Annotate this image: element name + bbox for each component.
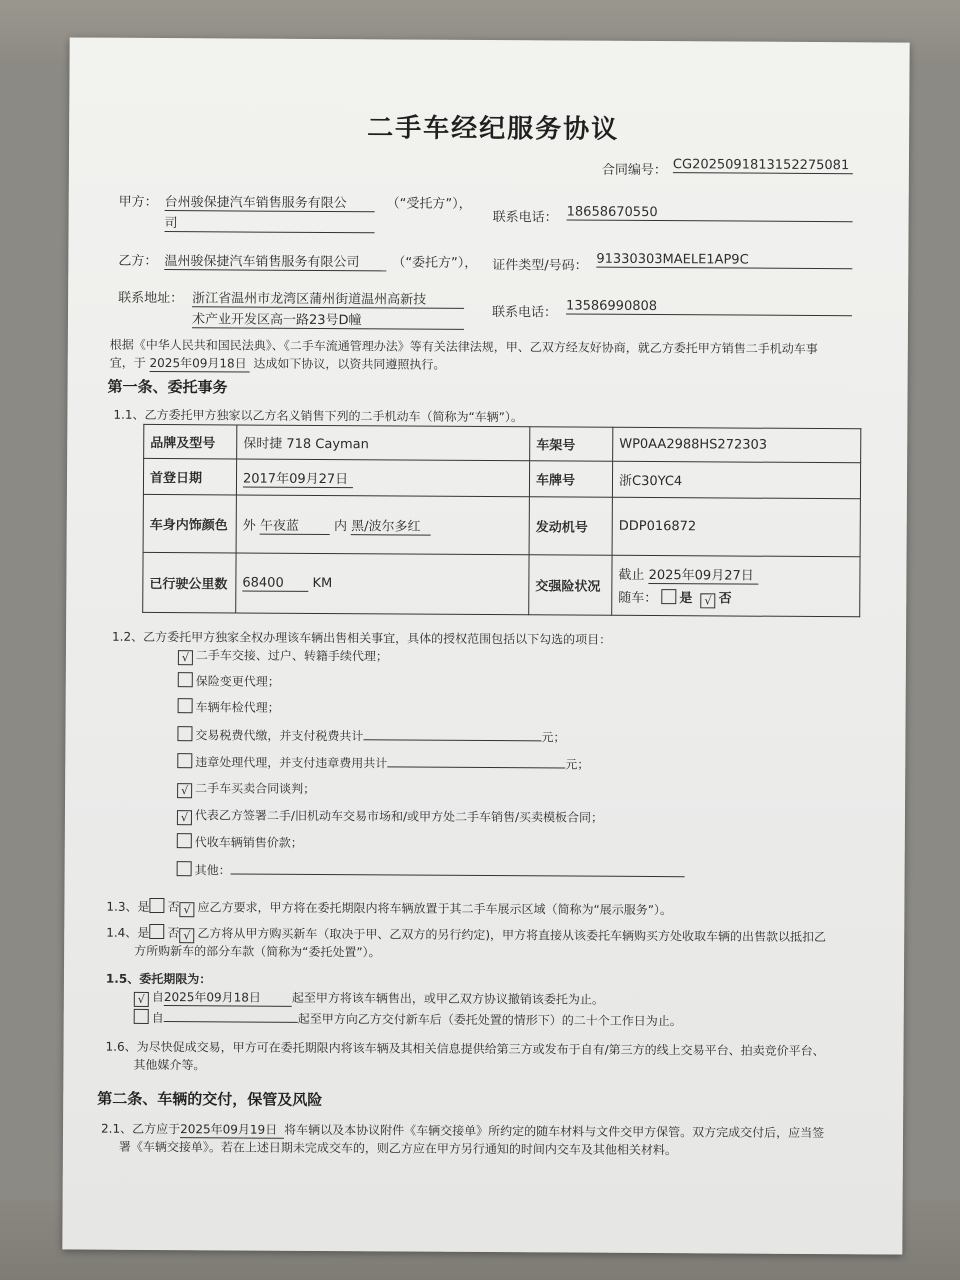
brand-value: 保时捷 718 Cayman xyxy=(237,425,530,461)
auth-item-7 xyxy=(177,806,603,828)
party-b-phone-label: 联系电话： xyxy=(491,305,558,321)
auth-checkbox-5[interactable] xyxy=(177,753,192,768)
party-b-id: 91330303MAELE1AP9C xyxy=(596,252,852,270)
party-b-label: 乙方： xyxy=(118,253,158,269)
contract-number-label: 合同编号： xyxy=(601,162,667,179)
party-a-role: （“受托方”）， xyxy=(386,196,472,212)
term-option-1 xyxy=(134,988,604,1010)
vin-label: 车架号 xyxy=(530,427,613,462)
auth-text-9: 其他： xyxy=(194,863,231,878)
ext-color: 午夜蓝 xyxy=(260,514,330,534)
clause-2-1-text: 将车辆以及本协议附件《车辆交接单》所约定的随车材料与文件交甲方保管。双方完成交付后，应当签 xyxy=(284,1122,825,1141)
section-2-title: 第二条、车辆的交付，保管及风险 xyxy=(97,1089,323,1110)
clause-1-3-num: 1.3、 xyxy=(106,899,138,914)
auth-text-1: 二手车交接、过户、转籍手续代理； xyxy=(195,648,388,664)
clause-1-4-line1: 乙方将从甲方购买新车（取决于甲、乙双方的另行约定)，甲方将直接从该委托车辆购买方处收取车辆的出售款以抵扣乙 xyxy=(197,926,827,945)
auth-checkbox-4[interactable] xyxy=(177,726,192,741)
term-option-2-prefix: 自 xyxy=(151,1010,164,1026)
party-a-phone-label: 联系电话： xyxy=(492,210,558,226)
clause-1-3-no-checkbox[interactable]: √ xyxy=(179,902,194,917)
party-a-phone: 18658670550 xyxy=(567,204,853,222)
brand-label: 品牌及型号 xyxy=(144,424,237,459)
clause-2-1-date: 2025年09月19日 xyxy=(180,1120,284,1139)
auth-checkbox-7[interactable]: √ xyxy=(177,810,192,825)
intro-line2 xyxy=(110,354,446,374)
intro-prefix: 宜，于 xyxy=(109,355,146,370)
clause-1-1: 1.1、乙方委托甲方独家以乙方名义销售下列的二手机动车（简称为“车辆”）。 xyxy=(113,407,523,425)
auth-item-8 xyxy=(177,833,303,851)
auth-text-8: 代收车辆销售价款； xyxy=(194,835,303,850)
clause-1-4-yes: 是 xyxy=(137,925,150,940)
term-option-2-text: 起至甲方向乙方交付新车后（委托处置的情形下）的二十个工作日为止。 xyxy=(297,1011,682,1029)
engine-label: 发动机号 xyxy=(529,497,612,556)
section-1-title: 第一条、委托事务 xyxy=(107,377,228,397)
insurance-follow: 随车： xyxy=(618,590,658,606)
term-option-1-date: 2025年09月18日 xyxy=(164,988,292,1007)
clause-1-6-line2: 其他媒介等。 xyxy=(133,1057,206,1073)
party-a-name-line2: 司 xyxy=(165,212,375,233)
insurance-prefix: 截止 xyxy=(618,567,645,583)
auth-text-5: 违章处理代理，并支付违章费用共计 xyxy=(195,755,388,771)
intro-line1: 根据《中华人民共和国民法典》、《二手车流通管理办法》等有关法律法规，甲、乙双方经友好协商，就乙方委托甲方销售二手机动车事 xyxy=(109,337,818,357)
party-b-role: （“委托方”）， xyxy=(392,255,478,271)
auth-suffix-5: 元； xyxy=(565,757,590,772)
auth-checkbox-6[interactable]: √ xyxy=(177,783,192,798)
clause-1-5-title: 1.5、委托期限为： xyxy=(105,971,212,987)
insurance-yes-label: 是 xyxy=(679,590,693,606)
party-b-phone: 13586990808 xyxy=(566,298,852,316)
mileage-value: 68400 xyxy=(242,575,308,591)
violation-amount-blank[interactable] xyxy=(387,753,565,768)
auth-text-2: 保险变更代理； xyxy=(195,674,280,689)
auth-item-5 xyxy=(177,752,589,773)
intro-suffix: 达成如下协议，以资共同遵照执行。 xyxy=(253,356,446,372)
auth-item-2 xyxy=(178,672,280,690)
vin-value: WP0AA2988HS272303 xyxy=(613,427,861,463)
auth-item-9 xyxy=(177,860,685,881)
clause-1-3-no: 否 xyxy=(167,900,180,915)
clause-1-6-line1: 1.6、为尽快促成交易，甲方可在委托期限内将该车辆及其相关信息提供给第三方或发布于自有/第三方的线上交易平台、拍卖竞价平台、 xyxy=(105,1039,825,1059)
contract-page xyxy=(62,37,909,1254)
auth-checkbox-2[interactable] xyxy=(178,672,193,687)
ext-prefix: 外 xyxy=(242,518,256,534)
auth-text-7: 代表乙方签署二手/旧机动车交易市场和/或甲方处二手车销售/买卖模板合同； xyxy=(194,808,604,825)
clause-1-3-yes: 是 xyxy=(137,899,150,914)
term-option-1-checkbox[interactable]: √ xyxy=(134,992,149,1007)
auth-checkbox-8[interactable] xyxy=(177,833,192,848)
party-a-name-line1: 台州骏保捷汽车销售服务有限公 xyxy=(165,191,375,212)
auth-suffix-4: 元； xyxy=(541,730,566,745)
term-option-2 xyxy=(134,1008,682,1029)
mileage-unit: KM xyxy=(312,575,333,591)
intro-date: 2025年09月18日 xyxy=(150,354,250,373)
auth-text-3: 车辆年检代理； xyxy=(195,700,280,715)
party-b-name: 温州骏保捷汽车销售服务有限公司 xyxy=(164,250,386,271)
plate-label: 车牌号 xyxy=(529,461,612,498)
auth-checkbox-9[interactable] xyxy=(177,861,192,876)
clause-1-4-num: 1.4、 xyxy=(106,925,138,940)
color-label: 车身内饰颜色 xyxy=(143,494,236,553)
int-prefix: 内 xyxy=(333,518,348,534)
auth-item-1 xyxy=(178,646,388,666)
auth-text-6: 二手车买卖合同谈判； xyxy=(195,781,316,796)
mileage-label: 已行驶公里数 xyxy=(143,552,236,613)
term-option-2-checkbox[interactable] xyxy=(134,1009,149,1024)
auth-item-6 xyxy=(177,779,315,799)
clause-1-3-yes-checkbox[interactable] xyxy=(149,898,164,913)
auth-item-3 xyxy=(178,698,280,716)
clause-1-4-yes-checkbox[interactable] xyxy=(149,924,164,939)
auth-text-4: 交易税费代缴，并支付税费共计 xyxy=(195,728,364,744)
insurance-label: 交强险状况 xyxy=(529,555,612,616)
party-b-address-line1: 浙江省温州市龙湾区蒲州街道温州高新技 xyxy=(192,287,464,309)
plate-value: 浙C30YC4 xyxy=(612,461,860,499)
clause-1-3-text: 应乙方要求，甲方将在委托期限内将车辆放置于其二手车展示区域（简称为“展示服务”）。 xyxy=(197,900,672,918)
tax-amount-blank[interactable] xyxy=(363,726,541,741)
clause-2-1-line2: 署《车辆交接单》。若在上述日期未完成交车的，则乙方应在甲方另行通知的时间内交车及其他相关材料。 xyxy=(118,1139,677,1158)
clause-1-4-no-checkbox[interactable]: √ xyxy=(179,928,194,943)
reg-value: 2017年09月27日 xyxy=(243,467,353,488)
insurance-no-checkbox[interactable]: √ xyxy=(701,593,716,608)
clause-1-4-no: 否 xyxy=(167,926,180,941)
clause-1-2: 1.2、乙方委托甲方独家全权办理该车辆出售相关事宜，具体的授权范围包括以下勾选的项目： xyxy=(112,629,612,647)
document-title: 二手车经纪服务协议 xyxy=(367,113,620,145)
party-b-id-label: 证件类型/号码： xyxy=(492,258,588,274)
term-option-2-date-blank[interactable] xyxy=(164,1008,298,1023)
party-b-address-label: 联系地址： xyxy=(118,290,184,307)
vehicle-table xyxy=(142,424,861,617)
int-color: 黑/波尔多红 xyxy=(351,515,431,535)
insurance-date: 2025年09月27日 xyxy=(649,563,759,584)
term-option-1-prefix: 自 xyxy=(151,989,164,1005)
contract-number: CG2025091813152275081 xyxy=(673,157,853,174)
party-a-label: 甲方： xyxy=(118,194,158,210)
clause-1-3 xyxy=(106,898,672,920)
insurance-no-label: 否 xyxy=(718,590,732,606)
auth-item-4 xyxy=(177,725,565,745)
reg-label: 首登日期 xyxy=(143,458,236,495)
clause-2-1-prefix: 2.1、乙方应于 xyxy=(101,1121,181,1137)
clause-1-4-line2: 方所购新车的部分车款（简称为“委托处置”）。 xyxy=(134,943,381,960)
engine-value: DDP016872 xyxy=(612,497,860,557)
other-blank[interactable] xyxy=(231,860,685,877)
term-option-1-text: 起至甲方将该车辆售出，或甲乙双方协议撤销该委托为止。 xyxy=(291,990,604,1007)
auth-checkbox-3[interactable] xyxy=(178,698,193,713)
party-b-address-line2: 术产业开发区高一路23号D幢 xyxy=(192,308,464,330)
auth-checkbox-1[interactable]: √ xyxy=(178,650,193,665)
insurance-yes-checkbox[interactable] xyxy=(661,589,676,604)
